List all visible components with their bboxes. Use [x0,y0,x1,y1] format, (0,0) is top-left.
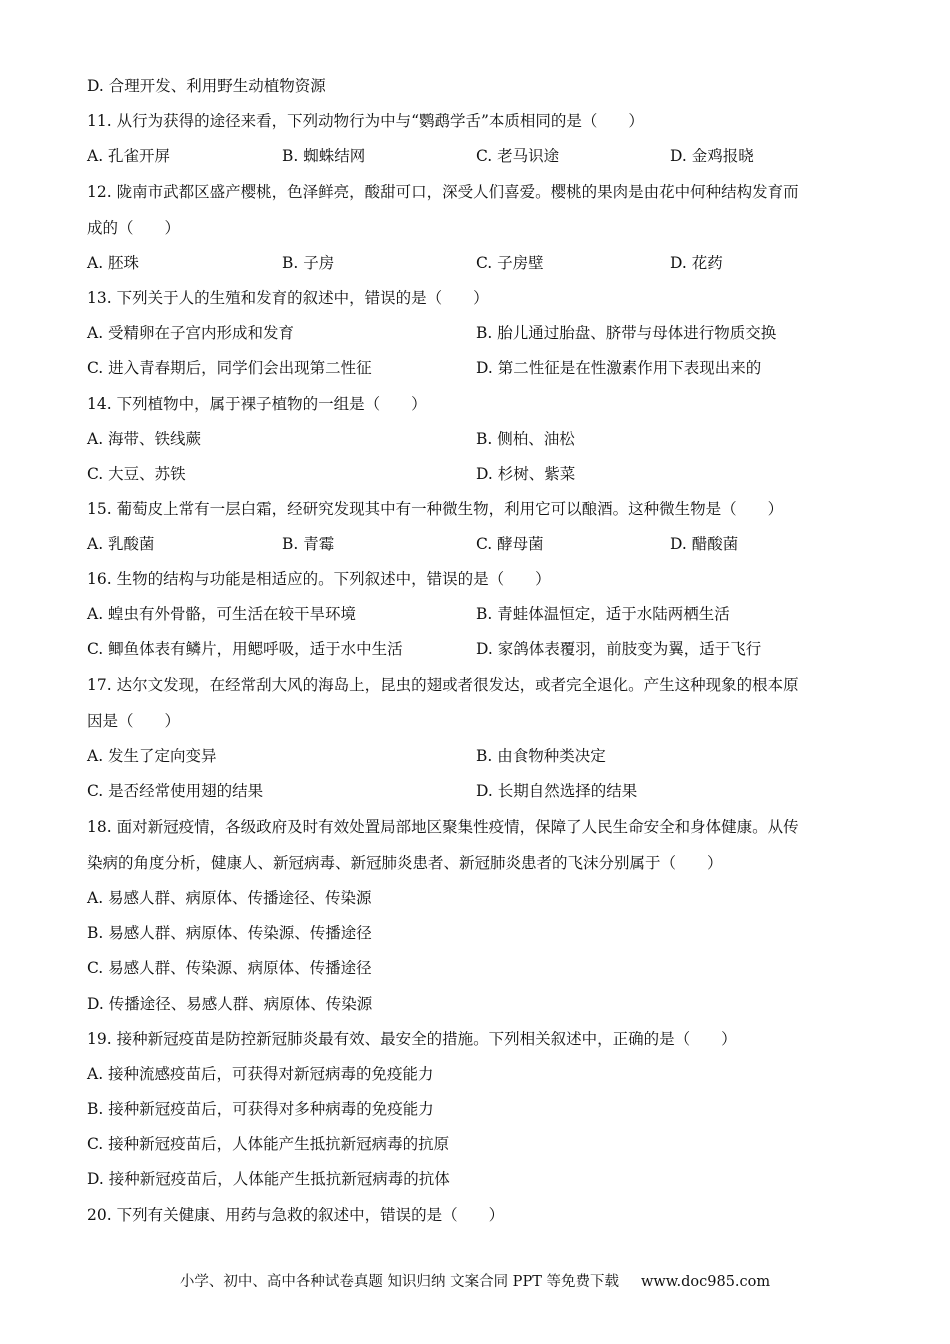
q12-option-c: C. 子房壁 [476,254,544,272]
q16-option-d: D. 家鸽体表覆羽，前肢变为翼，适于飞行 [476,640,762,658]
q17-option-d: D. 长期自然选择的结果 [476,782,638,800]
q12-option-b: B. 子房 [282,254,335,272]
q14-option-c: C. 大豆、苏铁 [87,465,186,483]
q13-option-c: C. 进入青春期后，同学们会出现第二性征 [87,359,372,377]
q11-option-c: C. 老马识途 [476,147,560,165]
q17-option-c: C. 是否经常使用翅的结果 [87,782,264,800]
q14-option-d: D. 杉树、紫菜 [476,465,576,483]
q18-stem-line2: 染病的角度分析，健康人、新冠病毒、新冠肺炎患者、新冠肺炎患者的飞沫分别属于（ ） [87,854,723,872]
q15-option-c: C. 酵母菌 [476,535,544,553]
q13-option-d: D. 第二性征是在性激素作用下表现出来的 [476,359,762,377]
q16-option-a: A. 蝗虫有外骨骼，可生活在较干旱环境 [87,605,357,623]
q18-option-a: A. 易感人群、病原体、传播途径、传染源 [87,889,372,907]
q16-option-b: B. 青蛙体温恒定，适于水陆两栖生活 [476,605,730,623]
q14-option-b: B. 侧柏、油松 [476,430,575,448]
q11-option-a: A. 孔雀开屏 [87,147,171,165]
q16-stem: 16. 生物的结构与功能是相适应的。下列叙述中，错误的是（ ） [87,570,551,588]
q20-stem: 20. 下列有关健康、用药与急救的叙述中，错误的是（ ） [87,1206,505,1224]
q10-option-d: D. 合理开发、利用野生动植物资源 [87,77,326,95]
q13-option-a: A. 受精卵在子宫内形成和发育 [87,324,295,342]
q19-option-c: C. 接种新冠疫苗后，人体能产生抵抗新冠病毒的抗原 [87,1135,450,1153]
q18-option-d: D. 传播途径、易感人群、病原体、传染源 [87,995,373,1013]
q11-stem: 11. 从行为获得的途径来看，下列动物行为中与“鹦鹉学舌”本质相同的是（ ） [87,112,644,130]
q16-option-c: C. 鲫鱼体表有鳞片，用鳃呼吸，适于水中生活 [87,640,403,658]
q19-option-b: B. 接种新冠疫苗后，可获得对多种病毒的免疫能力 [87,1100,434,1118]
q17-stem-line2: 因是（ ） [87,712,181,730]
q12-option-a: A. 胚珠 [87,254,140,272]
q15-stem: 15. 葡萄皮上常有一层白霜，经研究发现其中有一种微生物，利用它可以酿酒。这种微生物是（ ） [87,500,784,518]
q18-stem-line1: 18. 面对新冠疫情，各级政府及时有效处置局部地区聚集性疫情，保障了人民生命安全和身体健康。从传 [87,818,799,836]
q14-stem: 14. 下列植物中，属于裸子植物的一组是（ ） [87,395,427,413]
q12-option-d: D. 花药 [670,254,723,272]
q12-stem-line2: 成的（ ） [87,219,181,237]
q11-option-d: D. 金鸡报晓 [670,147,754,165]
q19-stem: 19. 接种新冠疫苗是防控新冠肺炎最有效、最安全的措施。下列相关叙述中，正确的是（ ） [87,1030,737,1048]
footer-text: 小学、初中、高中各种试卷真题 知识归纳 文案合同 PPT 等免费下载 [179,1274,619,1290]
q18-option-b: B. 易感人群、病原体、传染源、传播途径 [87,924,372,942]
q17-option-b: B. 由食物种类决定 [476,747,606,765]
q15-option-a: A. 乳酸菌 [87,535,155,553]
q11-option-b: B. 蜘蛛结网 [282,147,366,165]
q19-option-d: D. 接种新冠疫苗后，人体能产生抵抗新冠病毒的抗体 [87,1170,450,1188]
q15-option-d: D. 醋酸菌 [670,535,739,553]
page-footer [0,1270,950,1291]
q13-option-b: B. 胎儿通过胎盘、脐带与母体进行物质交换 [476,324,777,342]
q14-option-a: A. 海带、铁线蕨 [87,430,202,448]
q19-option-a: A. 接种流感疫苗后，可获得对新冠病毒的免疫能力 [87,1065,434,1083]
footer-url-link[interactable]: www.doc985.com [640,1274,771,1290]
q15-option-b: B. 青霉 [282,535,335,553]
q17-stem-line1: 17. 达尔文发现，在经常刮大风的海岛上，昆虫的翅或者很发达，或者完全退化。产生这种现象的根本原 [87,676,799,694]
q13-stem: 13. 下列关于人的生殖和发育的叙述中，错误的是（ ） [87,289,489,307]
q18-option-c: C. 易感人群、传染源、病原体、传播途径 [87,959,372,977]
q17-option-a: A. 发生了定向变异 [87,747,217,765]
q12-stem-line1: 12. 陇南市武都区盛产樱桃，色泽鲜亮，酸甜可口，深受人们喜爱。樱桃的果肉是由花中何种结构发育而 [87,183,799,201]
